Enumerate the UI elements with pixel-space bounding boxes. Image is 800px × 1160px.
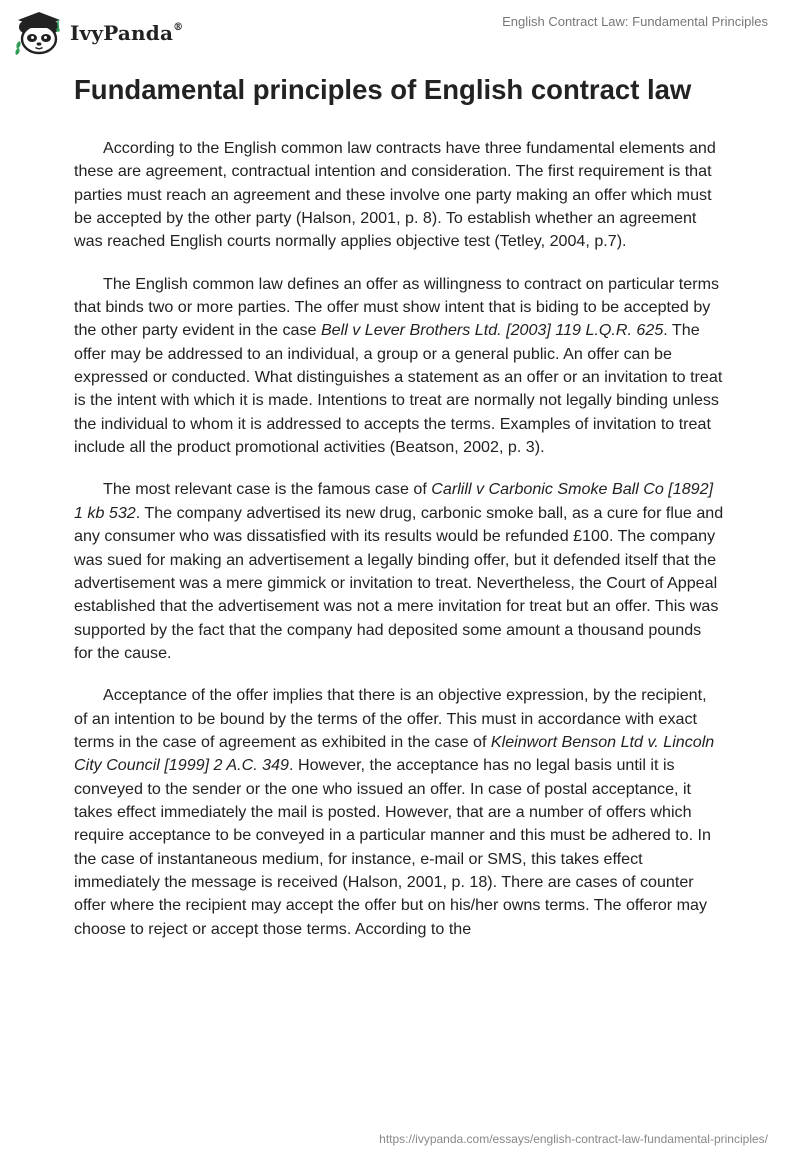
paragraph-text: . However, the acceptance has no legal basis until it is conveyed to the sender or the one who issued an offer. In case of postal acceptance, it takes effect immediately the mail is posted. However, that are a number of offers which require acceptance to be conveyed in a particular manner and this must be adhered to. In the case of instantaneous medium, for instance, e-mail or SMS, this takes effect immediately the message is received (Halson, 2001, p. 18). There are cases of counter offer where the recipient may accept the offer but on his/her owns terms. The offeror may choose to reject or accept those terms. According to the — [74, 756, 711, 938]
paragraph-text: According to the English common law contracts have three fundamental elements and these are agreement, contractual intention and consideration. The first requirement is that parties must reach an agreement and these involve one party making an offer which must be accepted by the other party (Halson, 2001, p. 8). To establish whether an agreement was reached English courts normally applies objective test (Tetley, 2004, p.7). — [74, 139, 716, 251]
paragraph-text: The English common law defines an offer as willingness to contract on particular terms that binds two or more parties. The offer must show intent that is biding to be accepted by the other party evident in the case — [74, 274, 720, 340]
logo-name: IvyPanda — [70, 21, 174, 45]
ivypanda-logo[interactable] — [14, 10, 183, 56]
source-url[interactable]: https://ivypanda.com/essays/english-contract-law-fundamental-principles/ — [379, 1132, 768, 1146]
paragraph — [74, 137, 724, 254]
logo-wordmark — [70, 21, 183, 45]
paragraph-text: Acceptance of the offer implies that there is an objective expression, by the recipient, of an intention to be bound by the terms of the offer. This must in accordance with exact terms in the case of agreement as exhibited in the case of — [74, 686, 707, 751]
panda-graduate-icon — [14, 10, 64, 56]
case-citation: Kleinwort Benson Ltd v. Lincoln City Council [1999] 2 A.C. 349 — [74, 732, 715, 775]
case-citation: Bell v Lever Brothers Ltd. [2003] 119 L.Q.R. 625 — [320, 321, 664, 340]
paragraph — [74, 273, 724, 460]
article-body — [74, 72, 724, 941]
paragraph-text: The most relevant case is the famous case of — [103, 480, 432, 499]
article-title: Fundamental principles of English contract law — [74, 74, 692, 105]
registered-mark: ® — [173, 22, 184, 34]
document-title: English Contract Law: Fundamental Principles — [502, 14, 768, 29]
paragraph-text: . The offer may be addressed to an individual, a group or a general public. An offer can be expressed or conducted. What distinguishes a statement as an offer or an invitation to treat is the intent with which it is made. Intentions to treat are normally not legally binding unless the individual to whom it is addressed to accepts the terms. Examples of invitation to treat include all the product promotional activities (Beatson, 2002, p. 3). — [74, 321, 723, 457]
paragraph — [74, 478, 724, 665]
case-citation: Carlill v Carbonic Smoke Ball Co [1892] 1 kb 532 — [74, 480, 714, 522]
paragraph-text: . The company advertised its new drug, carbonic smoke ball, as a cure for flue and any consumer who was dissatisfied with its results would be refunded £100. The company was sued for making an advertisement a legally binding offer, but it defended itself that the advertisement was a mere gimmick or invitation to treat. Nevertheless, the Court of Appeal established that the advertisement was not a mere invitation for treat but an offer. This was supported by the fact that the company had deposited some amount a thousand pounds for the cause. — [74, 503, 724, 662]
paragraph — [74, 684, 724, 941]
page-header — [0, 0, 800, 70]
